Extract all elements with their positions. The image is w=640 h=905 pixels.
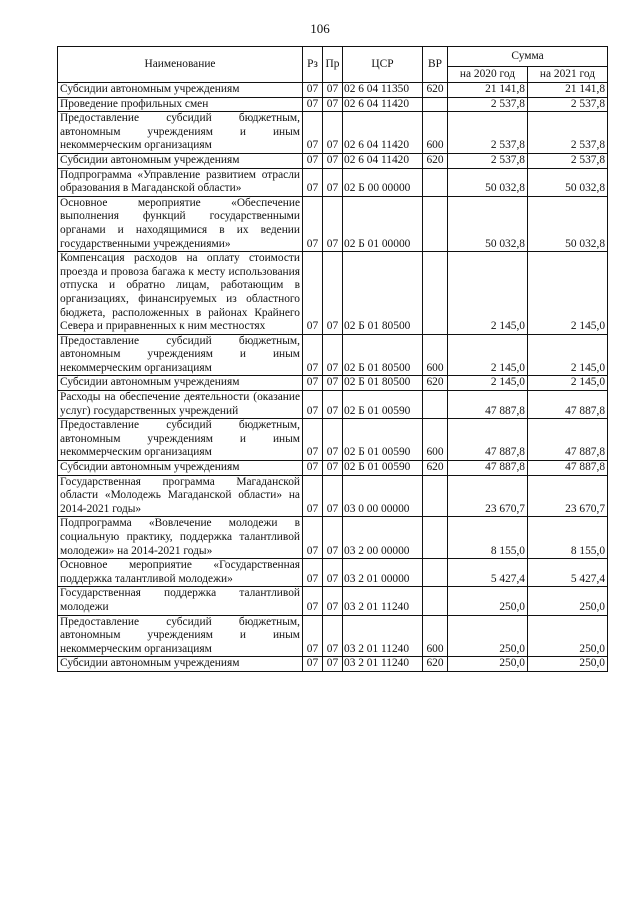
cell-pr: 07 bbox=[323, 112, 343, 154]
cell-sum-2021: 2 145,0 bbox=[528, 252, 608, 335]
cell-csr: 03 2 01 11240 bbox=[343, 615, 423, 657]
cell-sum-2021: 250,0 bbox=[528, 615, 608, 657]
cell-rz: 07 bbox=[303, 334, 323, 376]
cell-sum-2020: 2 145,0 bbox=[448, 376, 528, 391]
cell-sum-2021: 21 141,8 bbox=[528, 83, 608, 98]
cell-sum-2020: 23 670,7 bbox=[448, 475, 528, 517]
header-csr: ЦСР bbox=[343, 47, 423, 83]
table-header bbox=[58, 47, 608, 83]
table-row bbox=[58, 419, 608, 461]
cell-csr: 02 6 04 11420 bbox=[343, 112, 423, 154]
cell-csr: 02 Б 01 00590 bbox=[343, 419, 423, 461]
cell-vr bbox=[423, 517, 448, 559]
cell-sum-2020: 2 145,0 bbox=[448, 334, 528, 376]
table-row bbox=[58, 559, 608, 587]
cell-name: Проведение профильных смен bbox=[58, 97, 303, 112]
cell-vr: 620 bbox=[423, 153, 448, 168]
cell-vr: 620 bbox=[423, 657, 448, 672]
cell-csr: 02 Б 00 00000 bbox=[343, 168, 423, 196]
page-number: 106 bbox=[310, 21, 330, 36]
cell-name: Расходы на обеспечение деятельности (оказание услуг) государственных учреждений bbox=[58, 391, 303, 419]
header-year-2020: на 2020 год bbox=[448, 67, 528, 83]
header-rz: Рз bbox=[303, 47, 323, 83]
cell-sum-2020: 47 887,8 bbox=[448, 419, 528, 461]
cell-vr bbox=[423, 196, 448, 251]
cell-vr: 620 bbox=[423, 461, 448, 476]
table-row bbox=[58, 475, 608, 517]
cell-pr: 07 bbox=[323, 419, 343, 461]
cell-vr bbox=[423, 475, 448, 517]
cell-name: Предоставление субсидий бюджетным, автономным учреждениям и иным некоммерческим организациям bbox=[58, 334, 303, 376]
cell-name: Компенсация расходов на оплату стоимости проезда и провоза багажа к месту использования отпуска и обратно лицам, работающим в организациях, финансируемых из областного бюджета, расположенных в районах Крайнего Севера и приравненных к ним местностях bbox=[58, 252, 303, 335]
cell-pr: 07 bbox=[323, 196, 343, 251]
cell-rz: 07 bbox=[303, 376, 323, 391]
cell-name: Субсидии автономным учреждениям bbox=[58, 461, 303, 476]
cell-pr: 07 bbox=[323, 252, 343, 335]
cell-pr: 07 bbox=[323, 168, 343, 196]
cell-pr: 07 bbox=[323, 334, 343, 376]
cell-vr bbox=[423, 97, 448, 112]
cell-csr: 02 Б 01 00000 bbox=[343, 196, 423, 251]
cell-rz: 07 bbox=[303, 657, 323, 672]
header-name: Наименование bbox=[58, 47, 303, 83]
cell-vr bbox=[423, 559, 448, 587]
cell-sum-2020: 50 032,8 bbox=[448, 168, 528, 196]
cell-rz: 07 bbox=[303, 587, 323, 615]
cell-vr: 600 bbox=[423, 112, 448, 154]
cell-sum-2020: 21 141,8 bbox=[448, 83, 528, 98]
cell-sum-2021: 50 032,8 bbox=[528, 168, 608, 196]
cell-name: Основное мероприятие «Обеспечение выполнения функций государственными органами и находящимися в их ведении государственными учреждениями» bbox=[58, 196, 303, 251]
header-sum: Сумма bbox=[448, 47, 608, 67]
cell-pr: 07 bbox=[323, 97, 343, 112]
cell-name: Субсидии автономным учреждениям bbox=[58, 83, 303, 98]
cell-sum-2020: 250,0 bbox=[448, 587, 528, 615]
cell-sum-2020: 250,0 bbox=[448, 657, 528, 672]
cell-pr: 07 bbox=[323, 475, 343, 517]
cell-vr: 600 bbox=[423, 334, 448, 376]
cell-rz: 07 bbox=[303, 419, 323, 461]
table-row bbox=[58, 615, 608, 657]
cell-sum-2021: 47 887,8 bbox=[528, 461, 608, 476]
cell-vr: 620 bbox=[423, 83, 448, 98]
header-pr: Пр bbox=[323, 47, 343, 83]
cell-csr: 02 Б 01 80500 bbox=[343, 252, 423, 335]
cell-csr: 03 2 01 11240 bbox=[343, 657, 423, 672]
cell-pr: 07 bbox=[323, 83, 343, 98]
cell-vr bbox=[423, 168, 448, 196]
table-row bbox=[58, 153, 608, 168]
cell-vr bbox=[423, 391, 448, 419]
cell-name: Подпрограмма «Вовлечение молодежи в социальную практику, поддержка талантливой молодежи» на 2014-2021 годы» bbox=[58, 517, 303, 559]
cell-name: Субсидии автономным учреждениям bbox=[58, 657, 303, 672]
cell-csr: 02 Б 01 00590 bbox=[343, 461, 423, 476]
cell-pr: 07 bbox=[323, 461, 343, 476]
table-row bbox=[58, 112, 608, 154]
cell-vr bbox=[423, 587, 448, 615]
cell-name: Предоставление субсидий бюджетным, автономным учреждениям и иным некоммерческим организациям bbox=[58, 112, 303, 154]
cell-rz: 07 bbox=[303, 168, 323, 196]
table-row bbox=[58, 517, 608, 559]
cell-name: Субсидии автономным учреждениям bbox=[58, 153, 303, 168]
cell-vr: 600 bbox=[423, 419, 448, 461]
cell-pr: 07 bbox=[323, 153, 343, 168]
cell-csr: 02 6 04 11350 bbox=[343, 83, 423, 98]
table-row bbox=[58, 376, 608, 391]
cell-vr: 620 bbox=[423, 376, 448, 391]
cell-name: Государственная программа Магаданской области «Молодежь Магаданской области» на 2014-2021 годы» bbox=[58, 475, 303, 517]
cell-sum-2020: 2 537,8 bbox=[448, 112, 528, 154]
cell-sum-2021: 250,0 bbox=[528, 657, 608, 672]
cell-csr: 02 6 04 11420 bbox=[343, 153, 423, 168]
cell-pr: 07 bbox=[323, 376, 343, 391]
cell-sum-2020: 47 887,8 bbox=[448, 461, 528, 476]
table-row bbox=[58, 334, 608, 376]
cell-rz: 07 bbox=[303, 559, 323, 587]
cell-sum-2021: 250,0 bbox=[528, 587, 608, 615]
cell-csr: 03 2 01 00000 bbox=[343, 559, 423, 587]
cell-sum-2020: 47 887,8 bbox=[448, 391, 528, 419]
cell-rz: 07 bbox=[303, 83, 323, 98]
cell-csr: 02 Б 01 80500 bbox=[343, 334, 423, 376]
cell-sum-2021: 23 670,7 bbox=[528, 475, 608, 517]
cell-sum-2021: 47 887,8 bbox=[528, 419, 608, 461]
cell-sum-2021: 50 032,8 bbox=[528, 196, 608, 251]
table-row bbox=[58, 587, 608, 615]
header-year-2021: на 2021 год bbox=[528, 67, 608, 83]
cell-sum-2021: 8 155,0 bbox=[528, 517, 608, 559]
cell-name: Предоставление субсидий бюджетным, автономным учреждениям и иным некоммерческим организациям bbox=[58, 615, 303, 657]
cell-rz: 07 bbox=[303, 475, 323, 517]
table-row bbox=[58, 83, 608, 98]
cell-pr: 07 bbox=[323, 559, 343, 587]
cell-sum-2020: 50 032,8 bbox=[448, 196, 528, 251]
cell-pr: 07 bbox=[323, 391, 343, 419]
table-row bbox=[58, 657, 608, 672]
cell-sum-2020: 5 427,4 bbox=[448, 559, 528, 587]
table-row bbox=[58, 97, 608, 112]
table-row bbox=[58, 391, 608, 419]
cell-sum-2020: 2 537,8 bbox=[448, 97, 528, 112]
table-row bbox=[58, 252, 608, 335]
cell-csr: 03 2 00 00000 bbox=[343, 517, 423, 559]
cell-sum-2021: 2 145,0 bbox=[528, 376, 608, 391]
cell-sum-2021: 2 537,8 bbox=[528, 97, 608, 112]
cell-name: Предоставление субсидий бюджетным, автономным учреждениям и иным некоммерческим организациям bbox=[58, 419, 303, 461]
cell-sum-2020: 250,0 bbox=[448, 615, 528, 657]
cell-csr: 02 Б 01 00590 bbox=[343, 391, 423, 419]
table-row bbox=[58, 168, 608, 196]
budget-table bbox=[57, 46, 608, 672]
cell-sum-2021: 5 427,4 bbox=[528, 559, 608, 587]
cell-sum-2020: 2 537,8 bbox=[448, 153, 528, 168]
cell-rz: 07 bbox=[303, 615, 323, 657]
cell-rz: 07 bbox=[303, 517, 323, 559]
cell-sum-2021: 2 537,8 bbox=[528, 153, 608, 168]
cell-vr: 600 bbox=[423, 615, 448, 657]
cell-vr bbox=[423, 252, 448, 335]
cell-sum-2020: 2 145,0 bbox=[448, 252, 528, 335]
cell-name: Подпрограмма «Управление развитием отрасли образования в Магаданской области» bbox=[58, 168, 303, 196]
cell-pr: 07 bbox=[323, 615, 343, 657]
cell-rz: 07 bbox=[303, 391, 323, 419]
cell-rz: 07 bbox=[303, 153, 323, 168]
cell-csr: 03 2 01 11240 bbox=[343, 587, 423, 615]
cell-name: Субсидии автономным учреждениям bbox=[58, 376, 303, 391]
cell-sum-2021: 47 887,8 bbox=[528, 391, 608, 419]
cell-name: Основное мероприятие «Государственная поддержка талантливой молодежи» bbox=[58, 559, 303, 587]
cell-name: Государственная поддержка талантливой молодежи bbox=[58, 587, 303, 615]
cell-sum-2021: 2 537,8 bbox=[528, 112, 608, 154]
cell-rz: 07 bbox=[303, 97, 323, 112]
cell-pr: 07 bbox=[323, 587, 343, 615]
cell-csr: 02 6 04 11420 bbox=[343, 97, 423, 112]
cell-sum-2021: 2 145,0 bbox=[528, 334, 608, 376]
cell-pr: 07 bbox=[323, 517, 343, 559]
cell-rz: 07 bbox=[303, 252, 323, 335]
cell-rz: 07 bbox=[303, 112, 323, 154]
cell-rz: 07 bbox=[303, 461, 323, 476]
header-vr: ВР bbox=[423, 47, 448, 83]
table-row bbox=[58, 461, 608, 476]
cell-csr: 03 0 00 00000 bbox=[343, 475, 423, 517]
table-row bbox=[58, 196, 608, 251]
cell-pr: 07 bbox=[323, 657, 343, 672]
cell-rz: 07 bbox=[303, 196, 323, 251]
cell-csr: 02 Б 01 80500 bbox=[343, 376, 423, 391]
table-body bbox=[58, 83, 608, 672]
cell-sum-2020: 8 155,0 bbox=[448, 517, 528, 559]
